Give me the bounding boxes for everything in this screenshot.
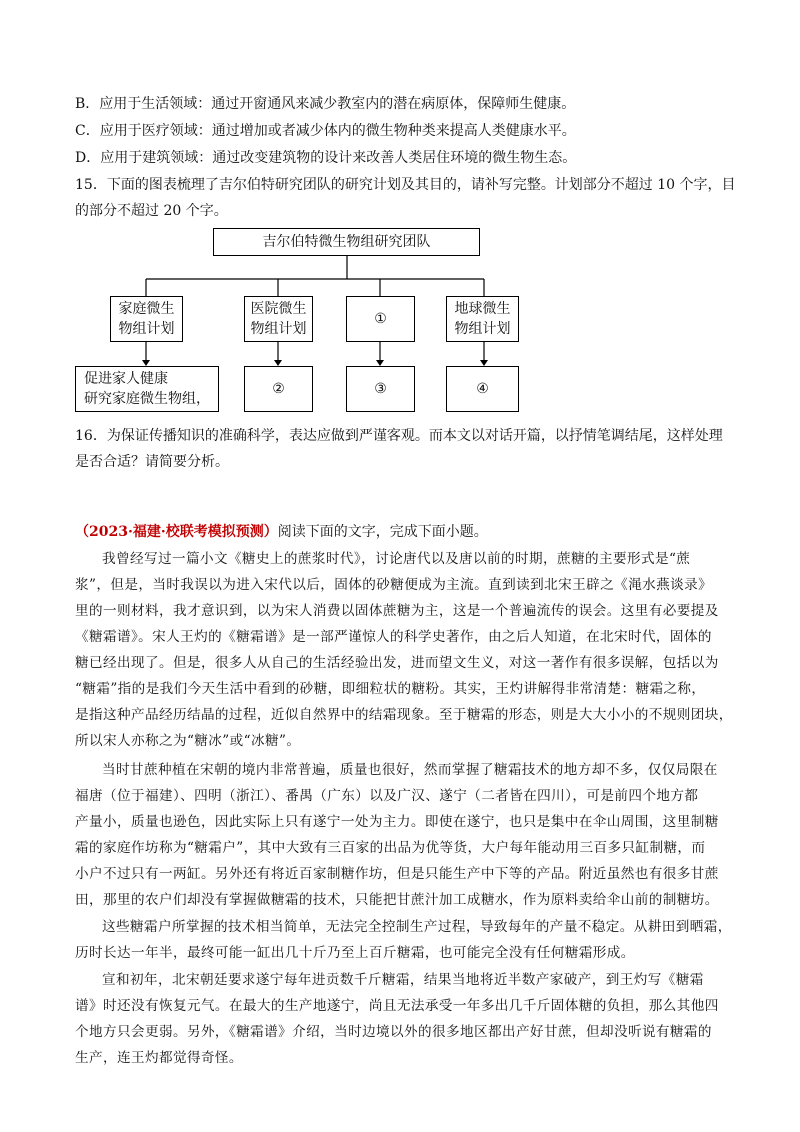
passage-line: 福唐（位于福建）、四明（浙江）、番禺（广东）以及广汉、遂宁（二者皆在四川），可是前四个地方都 — [75, 788, 699, 804]
passage-line: 霜的家庭作坊称为“糖霜户”，其中大致有三百家的出品为优等货，大户每年能动用三百多只缸制糖，而 — [75, 840, 706, 856]
passage-line: 是指这种产品经历结晶的过程，近似自然界中的结霜现象。至于糖霜的形态，则是大大小小的不规则团块， — [75, 707, 733, 723]
diagram-root-box — [213, 228, 480, 256]
plan-label-line: 家庭微生 — [118, 301, 175, 317]
q15-line-1: 15．下面的图表梳理了吉尔伯特研究团队的研究计划及其目的，请补写完整。计划部分不超过 10 个字，目 — [75, 177, 736, 193]
plan-label-line: 物组计划 — [118, 321, 175, 337]
plan-label-line: 物组计划 — [250, 321, 307, 337]
passage-line: 谱》时还没有恢复元气。在最大的生产地遂宁，尚且无法承受一年多出几千斤固体糖的负担，那么其他四 — [75, 998, 719, 1014]
passage-line: 浆”，但是，当时我误以为进入宋代以后，固体的砂糖便成为主流。直到读到北宋王辟之《渑水燕谈录》 — [75, 577, 713, 593]
passage-line: 田，那里的农户们却没有掌握做糖霜的技术，只能把甘蔗汁加工成糖水，作为原料卖给伞山前的制糖坊。 — [75, 892, 719, 908]
option-b: B．应用于生活领域：通过开窗通风来减少教室内的潜在病原体，保障师生健康。 — [75, 96, 576, 112]
goal-box-blank-2[interactable] — [244, 366, 313, 412]
option-c: C．应用于医疗领域：通过增加或者减少体内的微生物种类来提高人类健康水平。 — [75, 123, 576, 139]
goal-label-line: 促进家人健康 — [84, 371, 168, 387]
passage-line: 生产，连王灼都觉得奇怪。 — [75, 1050, 243, 1066]
plan-box-hospital — [244, 296, 313, 342]
plan-box-earth — [446, 296, 519, 342]
passage-source: （2023·福建·校联考模拟预测） — [75, 524, 278, 540]
passage-line: 《糖霜谱》。宋人王灼的《糖霜谱》是一部严谨惊人的科学史著作，由之后人知道，在北宋时代，固体的 — [75, 629, 712, 645]
diagram-connectors — [0, 0, 800, 420]
passage-line: 小户不过只有一两缸。另外还有将近百家制糖作坊，但是只能生产中下等的产品。附近虽然也有很多甘蔗 — [75, 866, 719, 882]
passage-line: 所以宋人亦称之为“糖冰”或“冰糖”。 — [75, 733, 301, 749]
goal-box-blank-3[interactable] — [346, 366, 415, 412]
goal-box-family — [75, 366, 219, 412]
q15-line-2: 的部分不超过 20 个字。 — [75, 203, 228, 219]
plan-label-line: 医院微生 — [250, 301, 307, 317]
blank-marker: ④ — [476, 381, 489, 397]
goal-label-line: 研究家庭微生物组， — [84, 391, 210, 407]
passage-header — [75, 522, 488, 542]
passage-line: 产量小，质量也逊色，因此实际上只有遂宁一处为主力。即使在遂宁，也只是集中在伞山周围，这里制糖 — [75, 814, 719, 830]
passage-line: 里的一则材料，我才意识到，以为宋人消费以固体蔗糖为主，这是一个普遍流传的误会。这里有必要提及 — [75, 603, 719, 619]
goal-box-blank-4[interactable] — [446, 366, 519, 412]
passage-line: 这些糖霜户所掌握的技术相当简单，无法完全控制生产过程，导致每年的产量不稳定。从耕田到晒霜， — [102, 919, 732, 935]
passage-line: 我曾经写过一篇小文《糖史上的蔗浆时代》，讨论唐代以及唐以前的时期，蔗糖的主要形式是“蔗 — [102, 551, 691, 567]
passage-line: “糖霜”指的是我们今天生活中看到的砂糖，即细粒状的糖粉。其实，王灼讲解得非常清楚：糖霜之称， — [75, 681, 706, 697]
passage-line: 糖已经出现了。但是，很多人从自己的生活经验出发，进而望文生义，对这一著作有很多误解，包括以为 — [75, 655, 719, 671]
passage-line: 个地方只会更弱。另外，《糖霜谱》介绍，当时边境以外的很多地区都出产好甘蔗，但却没听说有糖霜的 — [75, 1024, 712, 1040]
q16-line-1: 16．为保证传播知识的准确科学，表达应做到严谨客观。而本文以对话开篇，以抒情笔调结尾，这样处理 — [75, 428, 723, 444]
blank-marker: ① — [374, 311, 387, 327]
plan-label-line: 地球微生 — [454, 301, 511, 317]
passage-line: 历时长达一年半，最终可能一缸出几十斤乃至上百斤糖霜，也可能完全没有任何糖霜形成。 — [75, 945, 635, 961]
option-d: D．应用于建筑领域：通过改变建筑物的设计来改善人类居住环境的微生物生态。 — [75, 150, 577, 166]
passage-instruction: 阅读下面的文字，完成下面小题。 — [277, 524, 488, 540]
plan-box-blank-1[interactable] — [346, 296, 415, 342]
plan-label-line: 物组计划 — [454, 321, 511, 337]
diagram-root-label: 吉尔伯特微生物组研究团队 — [262, 234, 431, 250]
q16-line-2: 是否合适？请简要分析。 — [75, 454, 229, 470]
blank-marker: ② — [272, 381, 285, 397]
passage-line: 当时甘蔗种植在宋朝的境内非常普遍，质量也很好，然而掌握了糖霜技术的地方却不多，仅仅局限在 — [102, 762, 718, 778]
passage-line: 宣和初年，北宋朝廷要求遂宁每年进贡数千斤糖霜，结果当地将近半数产家破产，到王灼写《糖霜 — [102, 972, 704, 988]
blank-marker: ③ — [374, 381, 387, 397]
plan-box-family — [110, 296, 183, 342]
